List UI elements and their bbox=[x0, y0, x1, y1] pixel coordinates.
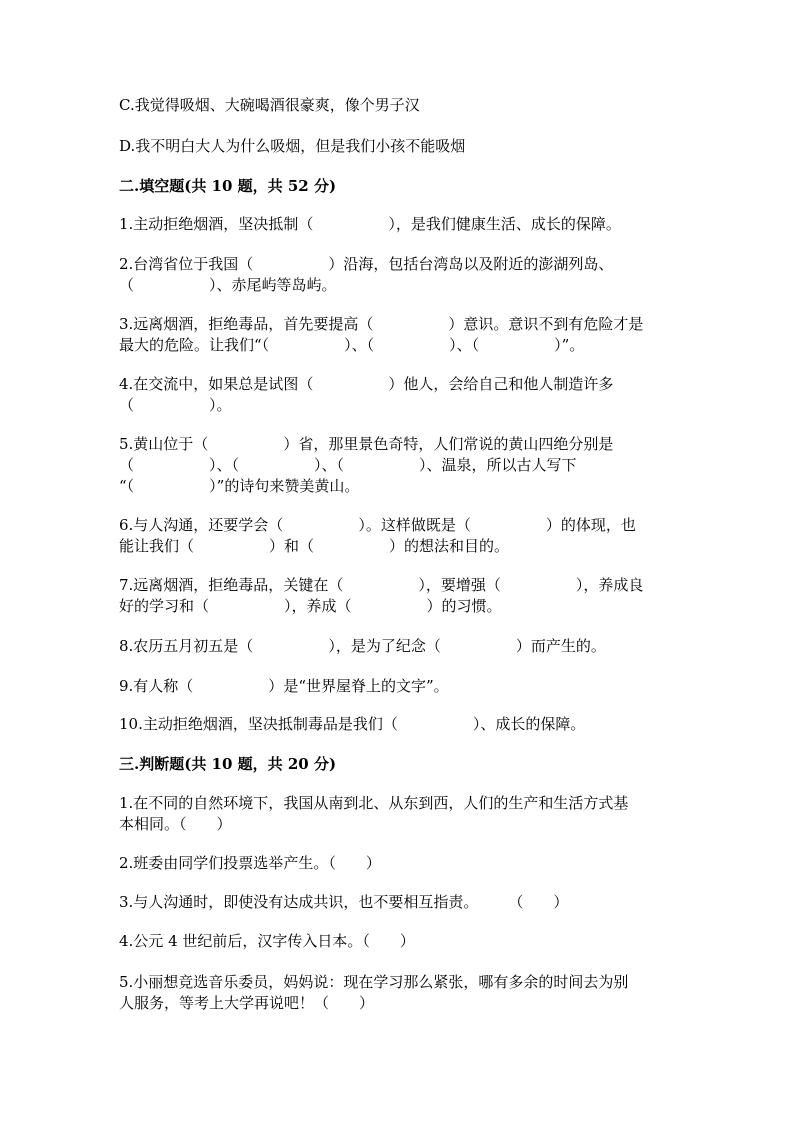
question-line: 1.主动拒绝烟酒，坚决抵制（ ），是我们健康生活、成长的保障。 bbox=[119, 215, 621, 233]
question-line: 2.台湾省位于我国（ ）沿海，包括台湾岛以及附近的澎湖列岛、 bbox=[119, 255, 614, 273]
question-line: 能让我们（ ）和（ ）的想法和目的。 bbox=[119, 537, 510, 555]
question-line: “（ ）”的诗句来赞美黄山。 bbox=[119, 477, 360, 495]
question-line: 9.有人称（ ）是“世界屋脊上的文字”。 bbox=[119, 677, 449, 695]
question-line: 4.公元 4 世纪前后，汉字传入日本。（ ） bbox=[119, 932, 415, 950]
fill-question-2 bbox=[119, 254, 679, 296]
fill-question-5 bbox=[119, 434, 679, 497]
question-line: 5.小丽想竞选音乐委员，妈妈说：现在学习那么紧张，哪有多余的时间去为别 bbox=[119, 973, 629, 991]
fill-question-8 bbox=[119, 636, 679, 657]
section-heading-true-false: 三.判断题(共 10 题，共 20 分) bbox=[119, 755, 337, 773]
judge-question-2 bbox=[119, 853, 679, 874]
question-line: 1.在不同的自然环境下，我国从南到北、从东到西，人们的生产和生活方式基 bbox=[119, 794, 629, 812]
judge-question-3 bbox=[119, 892, 679, 913]
question-line: 4.在交流中，如果总是试图（ ）他人，会给自己和他人制造许多 bbox=[119, 375, 614, 393]
question-line: 2.班委由同学们投票选举产生。（ ） bbox=[119, 854, 381, 872]
fill-question-10 bbox=[119, 714, 679, 735]
fill-question-4 bbox=[119, 374, 679, 416]
fill-question-6 bbox=[119, 515, 679, 557]
judge-question-4 bbox=[119, 931, 679, 952]
question-line: （ ）、（ ）、（ ）、温泉，所以古人写下 bbox=[119, 456, 577, 474]
judge-question-1 bbox=[119, 793, 679, 835]
question-line: 8.农历五月初五是（ ），是为了纪念（ ）而产生的。 bbox=[119, 637, 606, 655]
question-line: 最大的危险。让我们“（ ）、（ ）、（ ）”。 bbox=[119, 336, 585, 354]
question-line: 3.与人沟通时，即使没有达成共识，也不要相互指责。 （ ） bbox=[119, 893, 569, 911]
question-line: 本相同。（ ） bbox=[119, 815, 232, 833]
question-line: 3.远离烟酒，拒绝毒品，首先要提高（ ）意识。意识不到有危险才是 bbox=[119, 315, 644, 333]
question-line: 10.主动拒绝烟酒，坚决抵制毒品是我们（ ）、成长的保障。 bbox=[119, 715, 586, 733]
judge-question-5 bbox=[119, 972, 679, 1014]
fill-question-9 bbox=[119, 676, 679, 697]
question-line: 5.黄山位于（ ）省，那里景色奇特，人们常说的黄山四绝分别是 bbox=[119, 435, 614, 453]
question-line: （ ）、赤尾屿等岛屿。 bbox=[119, 276, 337, 294]
option-c: C.我觉得吸烟、大碗喝酒很豪爽，像个男子汉 bbox=[119, 96, 420, 114]
fill-question-7 bbox=[119, 575, 679, 617]
question-line: （ ）。 bbox=[119, 396, 232, 414]
fill-question-1 bbox=[119, 214, 679, 235]
question-line: 好的学习和（ ），养成（ ）的习惯。 bbox=[119, 597, 502, 615]
question-line: 7.远离烟酒，拒绝毒品，关键在（ ），要增强（ ），养成良 bbox=[119, 576, 644, 594]
section-heading-fill-in: 二.填空题(共 10 题，共 52 分) bbox=[119, 177, 337, 195]
fill-question-3 bbox=[119, 314, 679, 356]
question-line: 人服务，等考上大学再说吧！（ ） bbox=[119, 994, 375, 1012]
question-line: 6.与人沟通，还要学会（ ）。这样做既是（ ）的体现，也 bbox=[119, 516, 636, 534]
option-d: D.我不明白大人为什么吸烟，但是我们小孩不能吸烟 bbox=[119, 137, 466, 155]
